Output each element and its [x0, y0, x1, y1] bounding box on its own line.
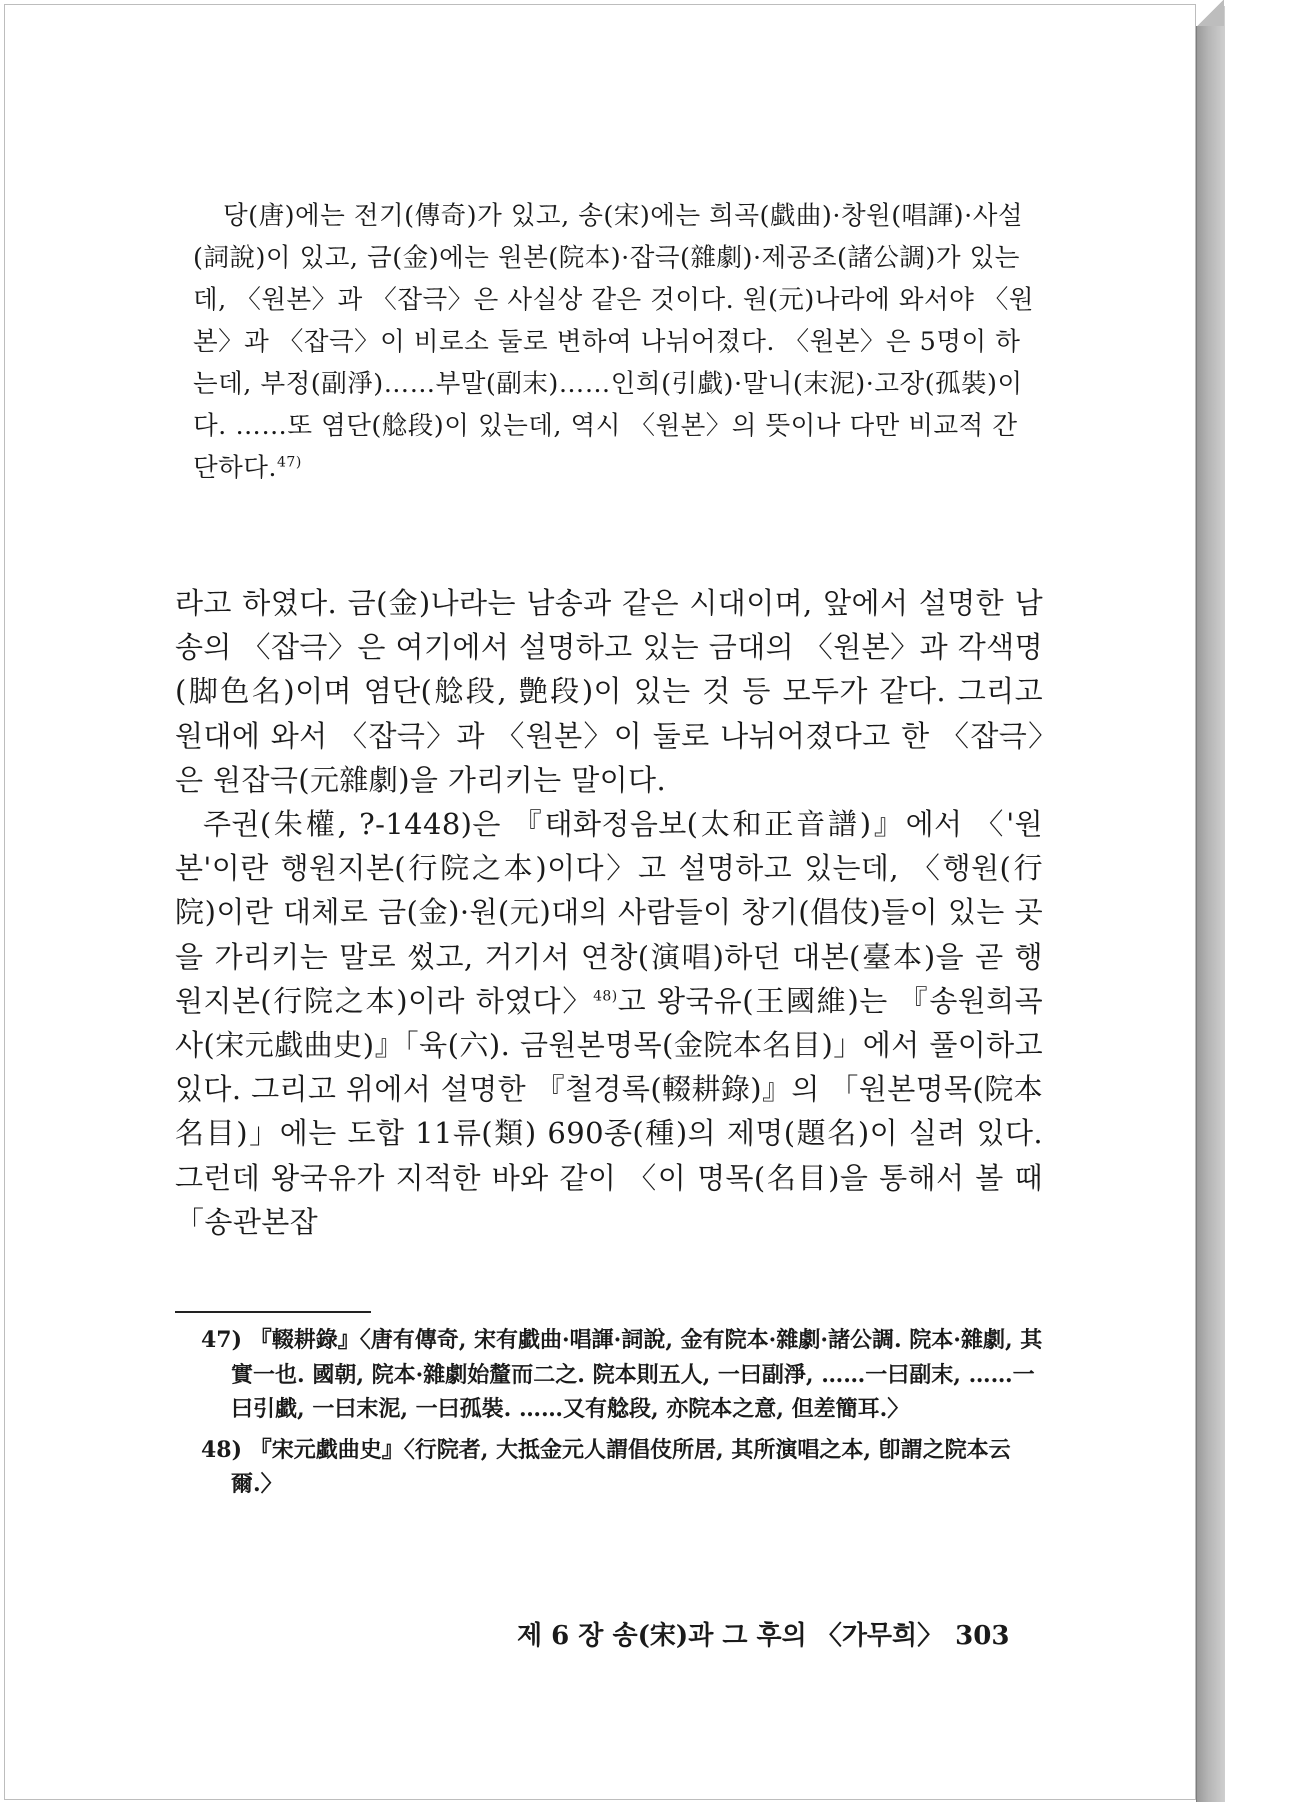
footnote-text: 『輟耕錄』〈唐有傳奇, 宋有戱曲·唱諢·詞說, 金有院本·雜劇·諸公調. 院本·雜劇, 其實一也. 國朝, 院本·雜劇始釐而二之. 院本則五人, 一曰副淨, ……一曰副末, ……一曰引戱, 一曰末泥, 一曰孤裝. ……又有艌段, 亦院本之意, 但差簡耳.〉 [231, 1327, 1043, 1422]
block-quote [193, 195, 1041, 489]
footnote-ref-48[interactable]: 48) [593, 988, 618, 1005]
running-footer [517, 1615, 1017, 1652]
page-corner-fold [1196, 0, 1224, 26]
body-paragraph-1: 라고 하였다. 금(金)나라는 남송과 같은 시대이며, 앞에서 설명한 남송의 〈잡극〉은 여기에서 설명하고 있는 금대의 〈원본〉과 각색명(脚色名)이며 염단(艌段, 艶段)이 있는 것 등 모두가 같다. 그리고 원대에 와서 〈잡극〉과 〈원본〉이 둘로 나뉘어졌다고 한 〈잡극〉은 원잡극(元雜劇)을 가리키는 말이다. [175, 586, 1043, 797]
footnote-48 [201, 1433, 1047, 1502]
page-number: 303 [955, 1621, 1010, 1651]
body-paragraph-2-part-a: 주권(朱權, ?-1448)은 『태화정음보(太和正音譜)』에서 〈'원본'이란 행원지본(行院之本)이다〉고 설명하고 있는데, 〈행원(行院)이란 대체로 금(金)·원(元)대의 사람들이 창기(倡伎)들이 있는 곳을 가리키는 말로 썼고, 거기서 연창(演唱)하던 대본(臺本)을 곧 행원지본(行院之本)이라 하였다〉 [175, 807, 1043, 1018]
page-edge-shadow [1196, 6, 1225, 1802]
body-text [175, 581, 1043, 1244]
quote-text: 당(唐)에는 전기(傳奇)가 있고, 송(宋)에는 희곡(戱曲)·창원(唱諢)·사설(詞說)이 있고, 금(金)에는 원본(院本)·잡극(雜劇)·제공조(諸公調)가 있는데, 〈원본〉과 〈잡극〉은 사실상 같은 것이다. 원(元)나라에 와서야 〈원본〉과 〈잡극〉이 비로소 둘로 변하여 나뉘어졌다. 〈원본〉은 5명이 하는데, 부정(副淨)……부말(副末)……인희(引戱)·말니(末泥)·고장(孤裝)이다. ……또 염단(艌段)이 있는데, 역시 〈원본〉의 뜻이나 다만 비교적 간단하다. [193, 201, 1035, 483]
footnote-number: 48) [201, 1436, 243, 1463]
footnote-ref-47[interactable]: 47) [277, 454, 302, 471]
footnote-text: 『宋元戱曲史』〈行院者, 大抵金元人謂倡伎所居, 其所演唱之本, 卽謂之院本云爾.〉 [231, 1436, 1011, 1497]
body-paragraph-2 [175, 802, 1043, 1244]
chapter-title: 제 6 장 송(宋)과 그 후의 〈가무희〉 [517, 1621, 944, 1651]
book-page [4, 4, 1196, 1800]
footnotes [201, 1323, 1047, 1508]
footnote-number: 47) [201, 1327, 243, 1353]
footnote-47 [201, 1323, 1047, 1427]
footnote-divider [175, 1311, 371, 1313]
body-paragraph-2-part-b: 고 왕국유(王國維)는 『송원희곡사(宋元戱曲史)』「육(六). 금원본명목(金院本名目)」에서 풀이하고 있다. 그리고 위에서 설명한 『철경록(輟耕錄)』의 「원본명목(院本名目)」에는 도합 11류(類) 690종(種)의 제명(題名)이 실려 있다. 그런데 왕국유가 지적한 바와 같이 〈이 명목(名目)을 통해서 볼 때 「송관본잡 [175, 983, 1043, 1239]
